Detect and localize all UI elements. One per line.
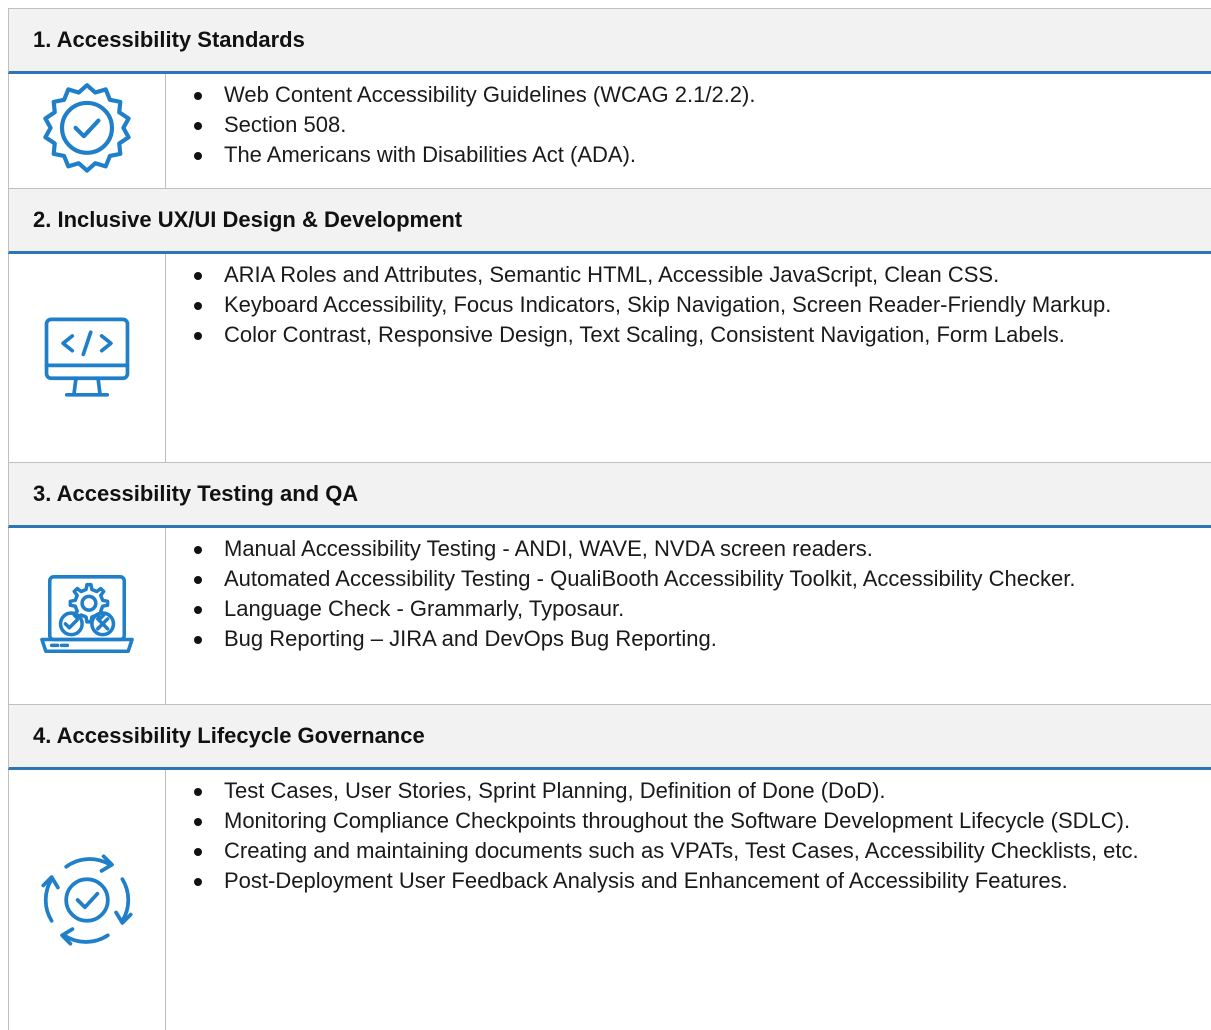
list-item: Monitoring Compliance Checkpoints throughout the Software Development Lifecycle (SDLC). bbox=[166, 806, 1211, 836]
section-1-list bbox=[166, 80, 1211, 170]
section-3-title: 3. Accessibility Testing and QA bbox=[33, 481, 359, 506]
list-item: Creating and maintaining documents such as VPATs, Test Cases, Accessibility Checklists, etc. bbox=[166, 836, 1211, 866]
section-4-title: 4. Accessibility Lifecycle Governance bbox=[33, 723, 425, 748]
section-3-list bbox=[166, 534, 1211, 654]
section-3-header bbox=[8, 462, 1211, 528]
section-4-header bbox=[8, 704, 1211, 770]
list-item: Test Cases, User Stories, Sprint Planning, Definition of Done (DoD). bbox=[166, 776, 1211, 806]
list-item: Web Content Accessibility Guidelines (WCAG 2.1/2.2). bbox=[166, 80, 1211, 110]
section-1-title: 1. Accessibility Standards bbox=[33, 27, 305, 52]
section-1-content bbox=[166, 74, 1211, 188]
section-2-list bbox=[166, 260, 1211, 350]
section-2-icon-cell bbox=[9, 254, 166, 462]
section-3-body bbox=[8, 528, 1211, 704]
list-item: ARIA Roles and Attributes, Semantic HTML, Accessible JavaScript, Clean CSS. bbox=[166, 260, 1211, 290]
section-2-header bbox=[8, 188, 1211, 254]
section-4-content bbox=[166, 770, 1211, 1030]
section-2-body bbox=[8, 254, 1211, 462]
section-1-icon-cell bbox=[9, 74, 166, 188]
cycle-check-icon bbox=[35, 848, 139, 952]
section-4-icon-cell bbox=[9, 770, 166, 1030]
list-item: Bug Reporting – JIRA and DevOps Bug Reporting. bbox=[166, 624, 1211, 654]
list-item: Manual Accessibility Testing - ANDI, WAVE, NVDA screen readers. bbox=[166, 534, 1211, 564]
list-item: Keyboard Accessibility, Focus Indicators, Skip Navigation, Screen Reader-Friendly Markup. bbox=[166, 290, 1211, 320]
list-item: Automated Accessibility Testing - QualiBooth Accessibility Toolkit, Accessibility Checker. bbox=[166, 564, 1211, 594]
section-1-header bbox=[8, 8, 1211, 74]
list-item: Section 508. bbox=[166, 110, 1211, 140]
list-item: Color Contrast, Responsive Design, Text Scaling, Consistent Navigation, Form Labels. bbox=[166, 320, 1211, 350]
section-1-body bbox=[8, 74, 1211, 188]
monitor-code-icon bbox=[41, 312, 133, 404]
section-3-content bbox=[166, 528, 1211, 704]
badge-check-icon bbox=[35, 79, 139, 183]
list-item: Language Check - Grammarly, Typosaur. bbox=[166, 594, 1211, 624]
list-item: The Americans with Disabilities Act (ADA). bbox=[166, 140, 1211, 170]
list-item: Post-Deployment User Feedback Analysis and Enhancement of Accessibility Features. bbox=[166, 866, 1211, 896]
capabilities-table bbox=[8, 8, 1211, 1030]
section-4-body bbox=[8, 770, 1211, 1030]
section-2-title: 2. Inclusive UX/UI Design & Development bbox=[33, 207, 463, 232]
section-2-content bbox=[166, 254, 1211, 462]
section-4-list bbox=[166, 776, 1211, 896]
laptop-testing-icon bbox=[38, 567, 136, 665]
section-3-icon-cell bbox=[9, 528, 166, 704]
